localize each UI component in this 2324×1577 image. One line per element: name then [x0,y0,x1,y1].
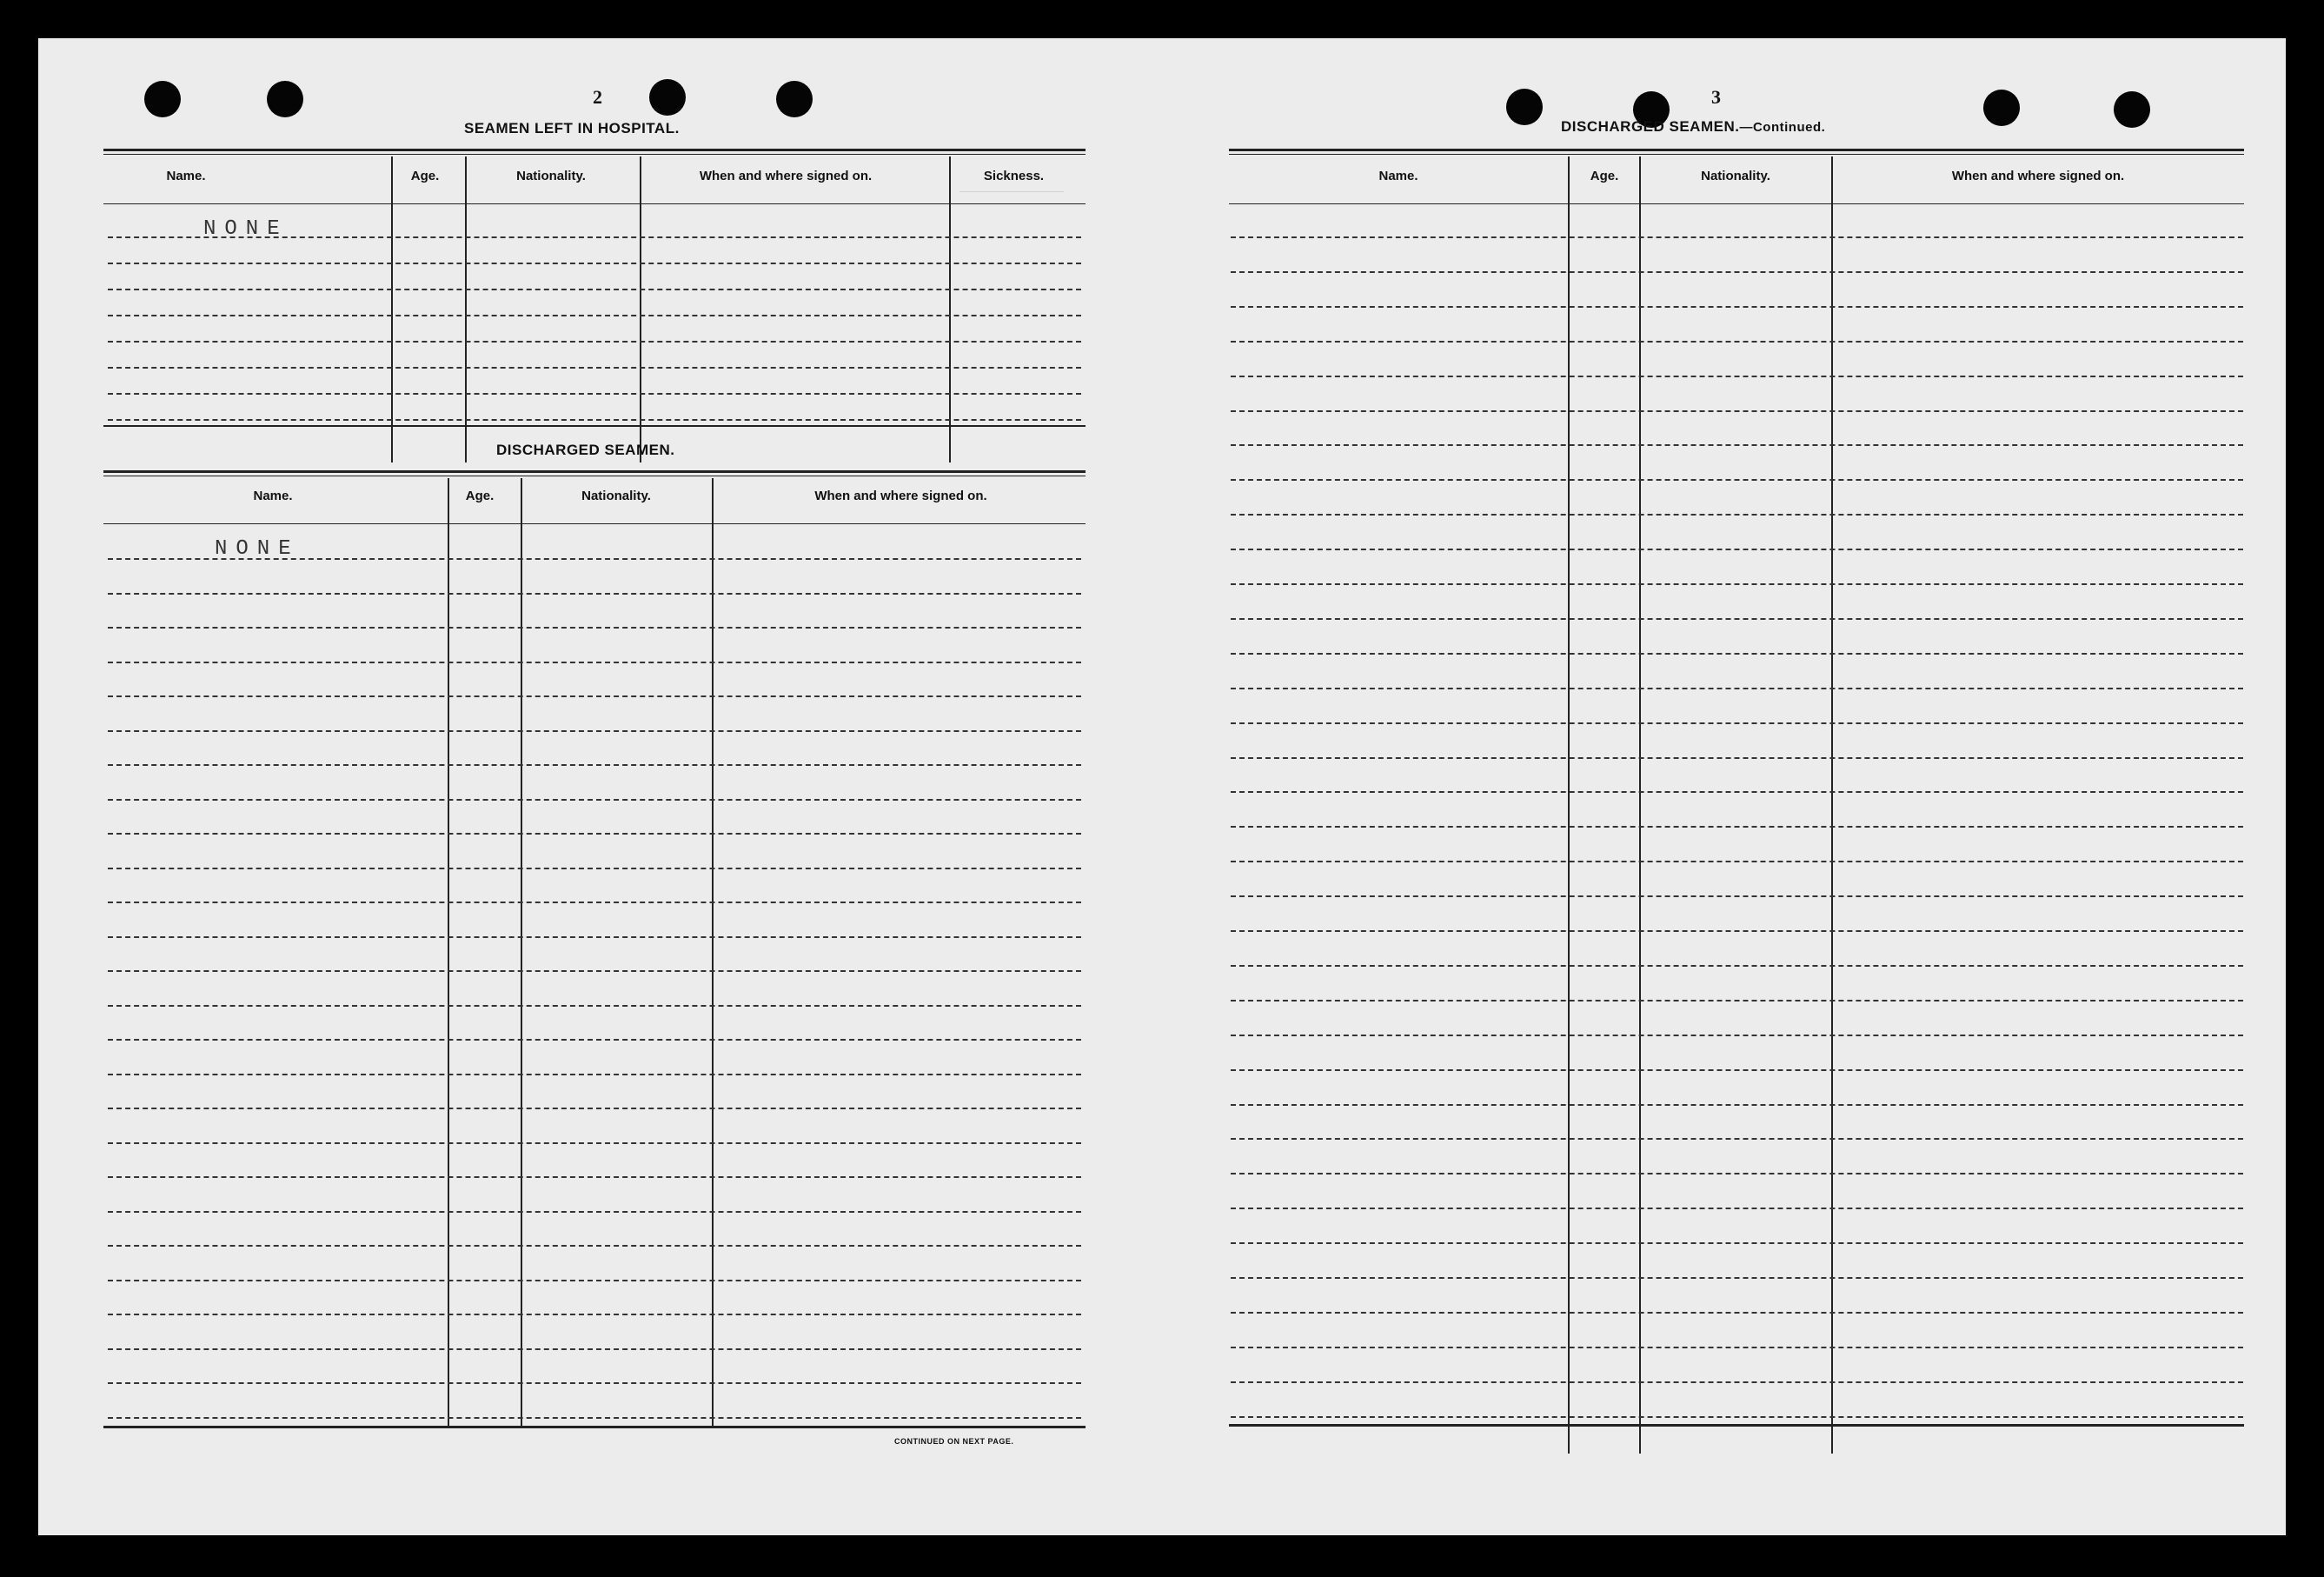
ruled-line [108,1382,1081,1384]
ruled-line [1231,1035,2243,1036]
discharged-divider [712,478,714,1426]
right-col-nationality: Nationality. [1701,169,1770,183]
ruled-line [108,1074,1081,1075]
ruled-line [108,1314,1081,1315]
ruled-line [1231,271,2243,273]
ruled-line [1231,1312,2243,1314]
ruled-line [108,393,1081,395]
ruled-line [1231,1173,2243,1174]
right-divider [1568,156,1570,1454]
hospital-bottom-rule [103,425,1086,427]
discharged-col-age: Age. [465,489,495,503]
ruled-line [1231,236,2243,238]
ruled-line [108,1039,1081,1041]
ruled-line [108,1280,1081,1281]
ruled-line [108,367,1081,369]
ruled-line [108,593,1081,595]
ruled-line [1231,688,2243,689]
right-top-rule-thin [1229,154,2244,155]
hospital-entry-none: NONE [203,217,289,241]
ruled-line [108,662,1081,663]
punch-hole [144,81,181,117]
ruled-line [1231,514,2243,516]
ruled-line [108,970,1081,972]
hospital-col-signed-on: When and where signed on. [699,169,873,183]
hospital-section-title: SEAMEN LEFT IN HOSPITAL. [464,120,680,136]
ruled-line [1231,826,2243,828]
discharged-continued-title [1561,118,1825,136]
punch-hole [2114,91,2150,128]
hospital-col-name: Name. [166,169,206,183]
hospital-col-sickness: Sickness. [983,169,1045,183]
hospital-divider [640,156,641,462]
hospital-divider [949,156,951,462]
ruled-line [108,263,1081,264]
ruled-line [1231,861,2243,862]
ruled-line [1231,757,2243,759]
ruled-line [1231,722,2243,724]
ruled-line [108,341,1081,343]
ruled-line [1231,1208,2243,1209]
ruled-line [108,1245,1081,1247]
ruled-line [108,1211,1081,1213]
punch-hole [649,79,686,116]
continued-footer: CONTINUED ON NEXT PAGE. [894,1437,1014,1446]
ruled-line [1231,306,2243,308]
ruled-line [1231,895,2243,897]
ruled-line [1231,618,2243,620]
hospital-divider [465,156,467,462]
hospital-col-age: Age. [410,169,440,183]
ruled-line [108,419,1081,421]
ruled-line [1231,376,2243,377]
right-col-signed-on: When and where signed on. [1951,169,2125,183]
discharged-col-signed-on: When and where signed on. [814,489,987,503]
ruled-line [108,730,1081,732]
ruled-line [108,315,1081,316]
ruled-line [108,1176,1081,1178]
ruled-line [1231,1000,2243,1001]
ruled-line [1231,1381,2243,1383]
punch-hole [1983,90,2020,126]
discharged-continued-title-suffix: —Continued. [1739,120,1826,135]
discharged-divider [448,478,449,1426]
ruled-line [1231,1416,2243,1418]
right-bottom-rule [1229,1424,2244,1427]
form-sheet [38,38,2286,1535]
ruled-line [108,1108,1081,1109]
punch-hole [267,81,303,117]
hospital-top-rule [103,149,1086,151]
ruled-line [108,902,1081,903]
ruled-line [1231,930,2243,932]
ruled-line [1231,549,2243,550]
ruled-line [1231,1242,2243,1244]
ruled-line [1231,653,2243,655]
page-number-right: 3 [1711,86,1721,108]
ruled-line [108,1005,1081,1007]
discharged-section-title: DISCHARGED SEAMEN. [496,442,675,458]
ruled-line [1231,1104,2243,1106]
ruled-line [1231,479,2243,481]
ruled-line [1231,1347,2243,1348]
hospital-divider [391,156,393,462]
ruled-line [1231,1138,2243,1140]
ruled-line [1231,1069,2243,1071]
discharged-col-name: Name. [253,489,293,503]
punch-hole [1506,89,1543,125]
punch-hole [776,81,813,117]
discharged-col-nationality: Nationality. [581,489,651,503]
ruled-line [108,289,1081,290]
right-top-rule [1229,149,2244,151]
discharged-entry-none: NONE [215,537,300,561]
page-number-left: 2 [593,86,602,108]
right-divider [1831,156,1833,1454]
ruled-line [1231,341,2243,343]
ruled-line [1231,444,2243,446]
hospital-top-rule-thin [103,154,1086,155]
bleed-through-mark [959,191,1064,206]
ruled-line [108,1417,1081,1419]
ruled-line [108,799,1081,801]
right-header-underline [1229,203,2244,204]
ruled-line [108,833,1081,835]
ruled-line [1231,965,2243,967]
ruled-line [1231,410,2243,412]
ruled-line [108,868,1081,869]
ruled-line [1231,1277,2243,1279]
ruled-line [108,627,1081,629]
right-divider [1639,156,1641,1454]
right-col-name: Name. [1378,169,1418,183]
ruled-line [108,695,1081,697]
ruled-line [1231,583,2243,585]
ruled-line [108,1142,1081,1144]
discharged-divider [521,478,522,1426]
ruled-line [108,936,1081,938]
discharged-header-underline [103,523,1086,524]
discharged-top-rule [103,470,1086,473]
right-col-age: Age. [1590,169,1619,183]
ruled-line [1231,791,2243,793]
hospital-col-nationality: Nationality. [516,169,586,183]
ruled-line [108,1348,1081,1350]
discharged-bottom-rule [103,1426,1086,1428]
ruled-line [108,764,1081,766]
hospital-header-underline [103,203,1086,204]
discharged-continued-title-main: DISCHARGED SEAMEN. [1561,118,1740,135]
